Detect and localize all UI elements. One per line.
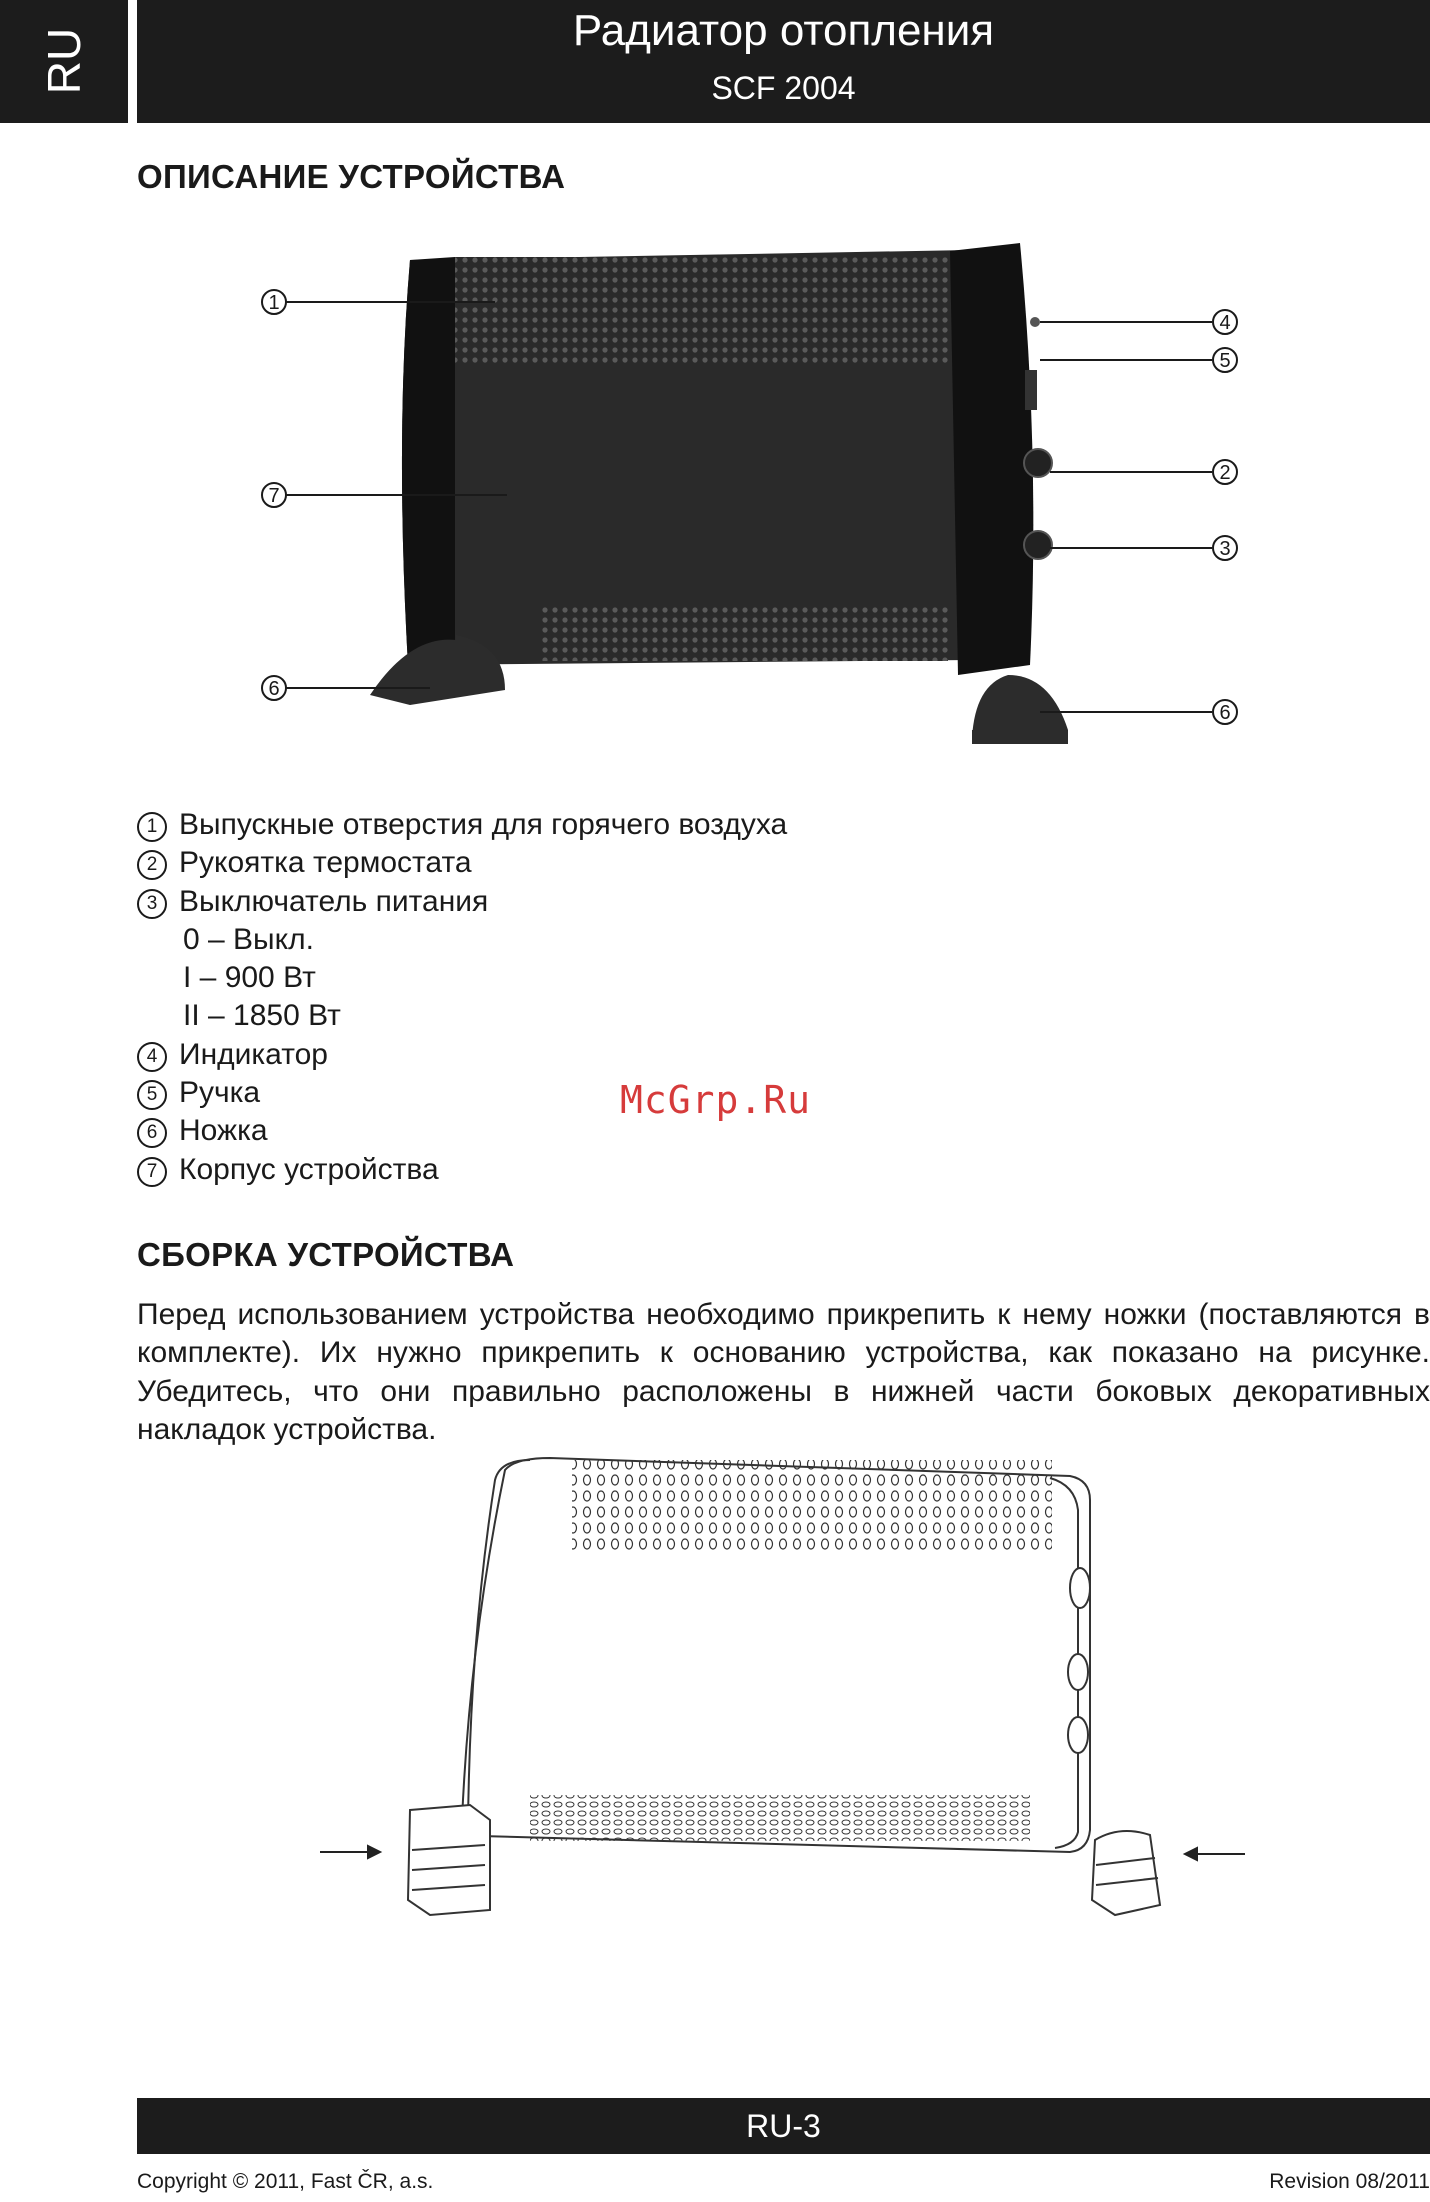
part-label: Ручка <box>179 1076 261 1110</box>
header-bar <box>137 0 1430 123</box>
power-setting-2: II – 1850 Вт <box>183 999 341 1033</box>
copyright: Copyright © 2011, Fast ČR, a.s. <box>137 2170 434 2193</box>
svg-text:3: 3 <box>1219 538 1231 560</box>
page-number: RU-3 <box>746 2108 821 2144</box>
heater-illustration <box>370 243 1068 744</box>
part-label: Корпус устройства <box>179 1152 439 1186</box>
model-number: SCF 2004 <box>711 70 856 106</box>
assembly-diagram <box>300 1440 1260 2010</box>
part-item <box>137 883 787 921</box>
part-number-badge: 1 <box>137 812 167 842</box>
assembly-text: Перед использованием устройства необходимо прикрепить к нему ножки (поставляются в комплекте). Их нужно прикрепить к основанию устройства, как показано на рисунке. Убедитесь, что они правильно расположены в нижней части боковых декоративных накладок устройства. <box>137 1298 1430 1446</box>
svg-text:1: 1 <box>268 292 280 314</box>
callout-marker-4 <box>1213 310 1237 334</box>
svg-text:2: 2 <box>1219 462 1231 484</box>
callout-marker-2 <box>1213 460 1237 484</box>
part-label: Выпускные отверстия для горячего воздуха <box>179 808 788 841</box>
part-number-badge: 3 <box>137 889 167 919</box>
language-tab <box>0 0 128 123</box>
page-title: Радиатор отопления <box>572 6 995 55</box>
watermark: McGrp.Ru <box>620 1078 812 1122</box>
callout-marker-6-right <box>1213 700 1237 724</box>
svg-text:6: 6 <box>268 678 280 700</box>
svg-text:6: 6 <box>1219 702 1231 724</box>
section-title-description: ОПИСАНИЕ УСТРОЙСТВА <box>137 158 566 195</box>
part-number-badge: 5 <box>137 1080 167 1110</box>
power-setting-1: I – 900 Вт <box>183 961 316 995</box>
arrow-right <box>1185 1848 1245 1860</box>
part-label: Выключатель питания <box>179 884 489 918</box>
heater-outline-drawing <box>408 1458 1160 1915</box>
part-number-badge: 6 <box>137 1118 167 1148</box>
part-item <box>137 844 787 882</box>
callout-marker-7 <box>262 483 286 507</box>
part-item <box>137 1036 787 1074</box>
power-setting-off: 0 – Выкл. <box>183 922 314 956</box>
part-number-badge: 2 <box>137 850 167 880</box>
callout-marker-1 <box>262 290 286 314</box>
part-label: Ножка <box>179 1114 268 1148</box>
part-number-badge: 4 <box>137 1042 167 1072</box>
language-code: RU <box>38 27 90 95</box>
part-item <box>137 806 787 844</box>
part-number-badge: 7 <box>137 1157 167 1187</box>
svg-text:4: 4 <box>1219 312 1231 334</box>
part-label: Рукоятка термостата <box>179 846 472 880</box>
svg-text:7: 7 <box>268 485 280 507</box>
part-label: Индикатор <box>179 1037 328 1071</box>
arrow-left <box>320 1846 380 1858</box>
heater-parts-diagram <box>260 235 1280 765</box>
callout-marker-5 <box>1213 348 1237 372</box>
section-title-assembly: СБОРКА УСТРОЙСТВА <box>137 1236 515 1273</box>
callout-marker-6-left <box>262 676 286 700</box>
parts-list <box>137 806 787 1189</box>
revision: Revision 08/2011 <box>1269 2170 1430 2193</box>
footer-page-bar <box>137 2098 1430 2154</box>
assembly-instructions <box>137 1296 1430 1449</box>
part-item <box>137 1151 787 1189</box>
svg-text:5: 5 <box>1219 350 1231 372</box>
callout-marker-3 <box>1213 536 1237 560</box>
